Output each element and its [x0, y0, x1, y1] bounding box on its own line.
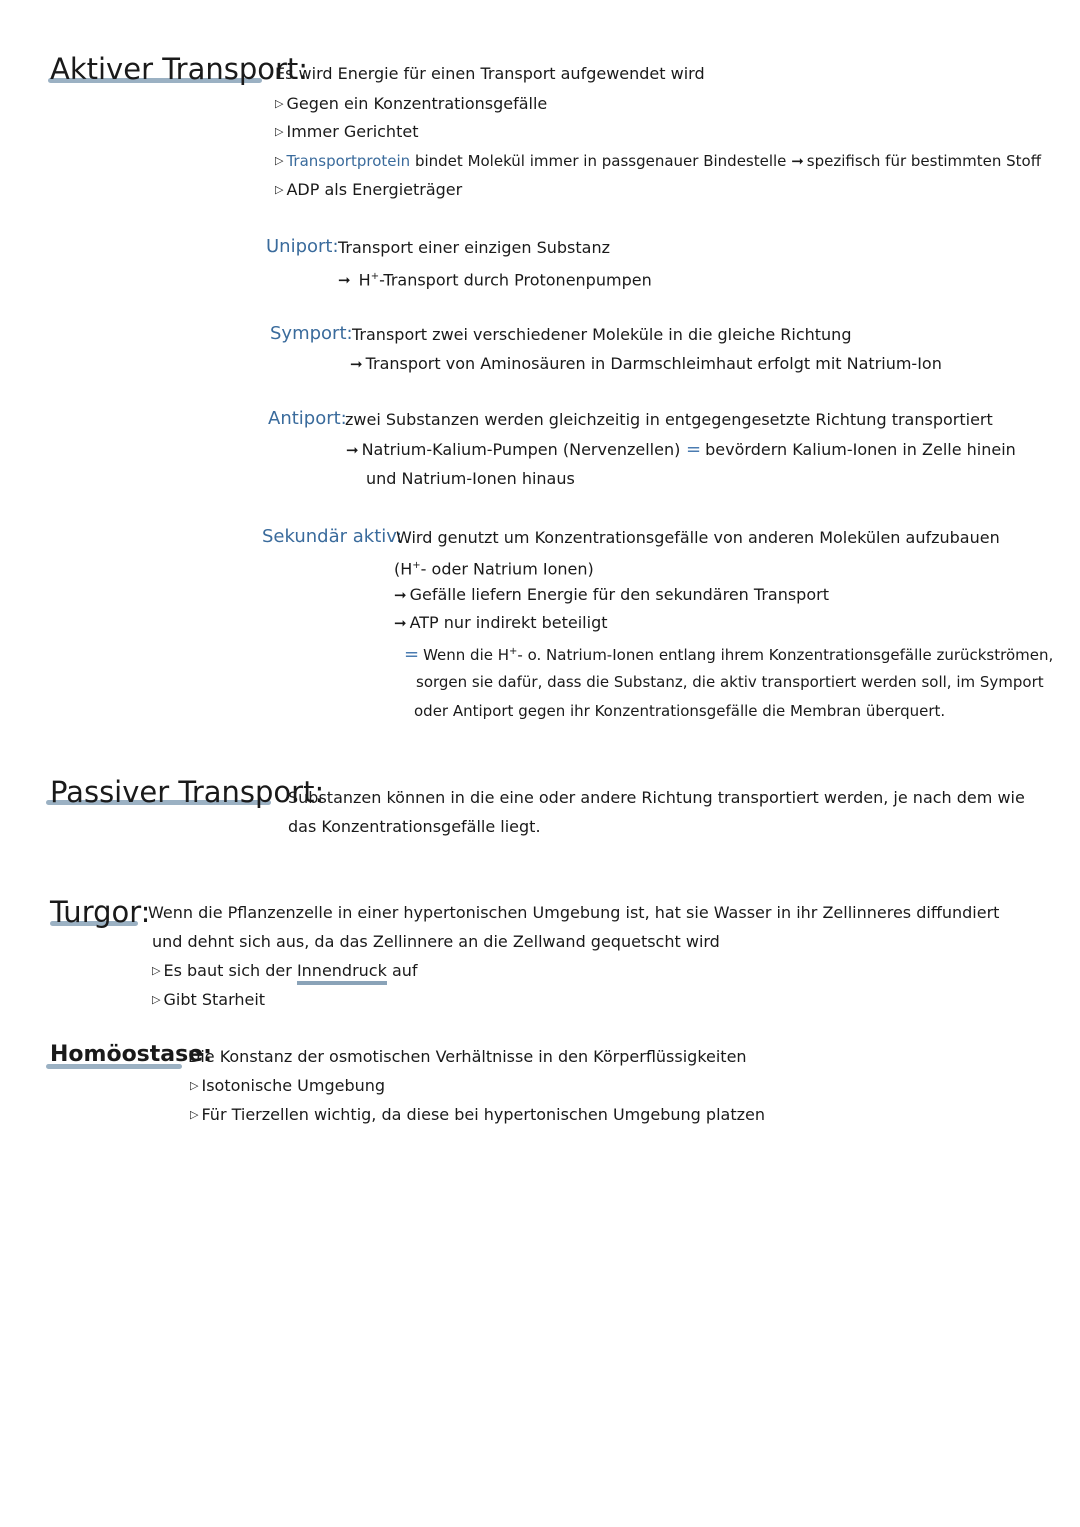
sekundaer-paren: (H+- oder Natrium Ionen): [394, 559, 594, 579]
symport-text: Transport zwei verschiedener Moleküle in die gleiche Richtung: [352, 325, 852, 344]
turgor-line-2: und dehnt sich aus, da das Zellinnere an die Zellwand gequetscht wird: [152, 932, 720, 951]
triangle-bullet-icon: ▷: [275, 183, 284, 196]
turgor-bullet-1: ▷ Es baut sich der Innendruck auf: [152, 961, 418, 981]
passiv-line-2: das Konzentrationsgefälle liegt.: [288, 817, 541, 836]
term-transportprotein: Transportprotein: [286, 152, 411, 170]
label-symport: Symport:: [270, 323, 353, 344]
term-innendruck: Innendruck: [297, 961, 387, 985]
antiport-text: zwei Substanzen werden gleichzeitig in entgegengesetzte Richtung transportiert: [345, 410, 993, 429]
sekundaer-point-2: ➞ ATP nur indirekt beteiligt: [394, 613, 608, 632]
uniport-example: ➞ H+-Transport durch Protonenpumpen: [338, 270, 652, 290]
sekundaer-point-1: ➞ Gefälle liefern Energie für den sekundären Transport: [394, 585, 829, 604]
sekundaer-explanation-3: oder Antiport gegen ihr Konzentrationsgefälle die Membran überquert.: [414, 702, 946, 720]
heading-passiver-transport: Passiver Transport:: [50, 775, 325, 809]
label-uniport: Uniport:: [266, 236, 339, 257]
arrow-right-icon: ➞: [394, 614, 407, 632]
turgor-line-1: Wenn die Pflanzenzelle in einer hypertonischen Umgebung ist, hat sie Wasser in ihr Zellinneres diffundiert: [148, 903, 1000, 922]
sekundaer-text: Wird genutzt um Konzentrationsgefälle von anderen Molekülen aufzubauen: [396, 528, 1000, 547]
heading-turgor: Turgor:: [50, 895, 151, 929]
antiport-example-cont: und Natrium-Ionen hinaus: [366, 469, 575, 488]
heading-aktiver-transport: Aktiver Transport:: [50, 52, 309, 86]
arrow-right-icon: ➞: [338, 271, 351, 290]
symport-example: ➞ Transport von Aminosäuren in Darmschleimhaut erfolgt mit Natrium-Ion: [350, 354, 942, 373]
arrow-right-icon: ➞: [394, 586, 407, 604]
arrow-right-icon: ➞: [346, 441, 359, 459]
antiport-example: ➞ Natrium-Kalium-Pumpen (Nervenzellen) = bevördern Kalium-Ionen in Zelle hinein: [346, 439, 1016, 460]
equals-icon: =: [680, 439, 702, 460]
label-sekundaer-aktiv: Sekundär aktiv:: [262, 526, 403, 547]
uniport-text: Transport einer einzigen Substanz: [338, 238, 611, 257]
triangle-bullet-icon: ▷: [275, 97, 284, 110]
passiv-line-1: Substanzen können in die eine oder andere Richtung transportiert werden, je nach dem wie: [288, 788, 1025, 807]
aktiv-bullet-2: ▷ Immer Gerichtet: [275, 122, 419, 141]
aktiv-bullet-3: ▷ Transportprotein bindet Molekül immer in passgenauer Bindestelle ➞ spezifisch für bestimmten Stoff: [275, 152, 1042, 170]
aktiv-bullet-1: ▷ Gegen ein Konzentrationsgefälle: [275, 94, 548, 113]
triangle-bullet-icon: ▷: [275, 125, 284, 138]
equals-icon: =: [404, 644, 420, 665]
triangle-bullet-icon: ▷: [190, 1108, 199, 1121]
arrow-right-icon: ➞: [350, 355, 363, 373]
homoeostase-bullet-1: ▷ Isotonische Umgebung: [190, 1076, 386, 1095]
triangle-bullet-icon: ▷: [152, 964, 161, 977]
homoeostase-text: Die Konstanz der osmotischen Verhältnisse in den Körperflüssigkeiten: [188, 1047, 747, 1066]
sekundaer-explanation-1: = Wenn die H+- o. Natrium-Ionen entlang ihrem Konzentrationsgefälle zurückströmen,: [404, 644, 1054, 665]
aktiv-bullet-4: ▷ ADP als Energieträger: [275, 180, 463, 199]
homoeostase-bullet-2: ▷ Für Tierzellen wichtig, da diese bei hypertonischen Umgebung platzen: [190, 1105, 765, 1124]
arrow-right-icon: ➞: [791, 152, 804, 170]
sekundaer-explanation-2: sorgen sie dafür, dass die Substanz, die aktiv transportiert werden soll, im Symport: [416, 673, 1044, 691]
aktiv-intro: Es wird Energie für einen Transport aufgewendet wird: [275, 64, 705, 83]
label-antiport: Antiport:: [268, 408, 347, 429]
triangle-bullet-icon: ▷: [152, 993, 161, 1006]
triangle-bullet-icon: ▷: [275, 154, 284, 167]
heading-homoeostase: Homöostase:: [50, 1042, 212, 1067]
turgor-bullet-2: ▷ Gibt Starheit: [152, 990, 266, 1009]
triangle-bullet-icon: ▷: [190, 1079, 199, 1092]
